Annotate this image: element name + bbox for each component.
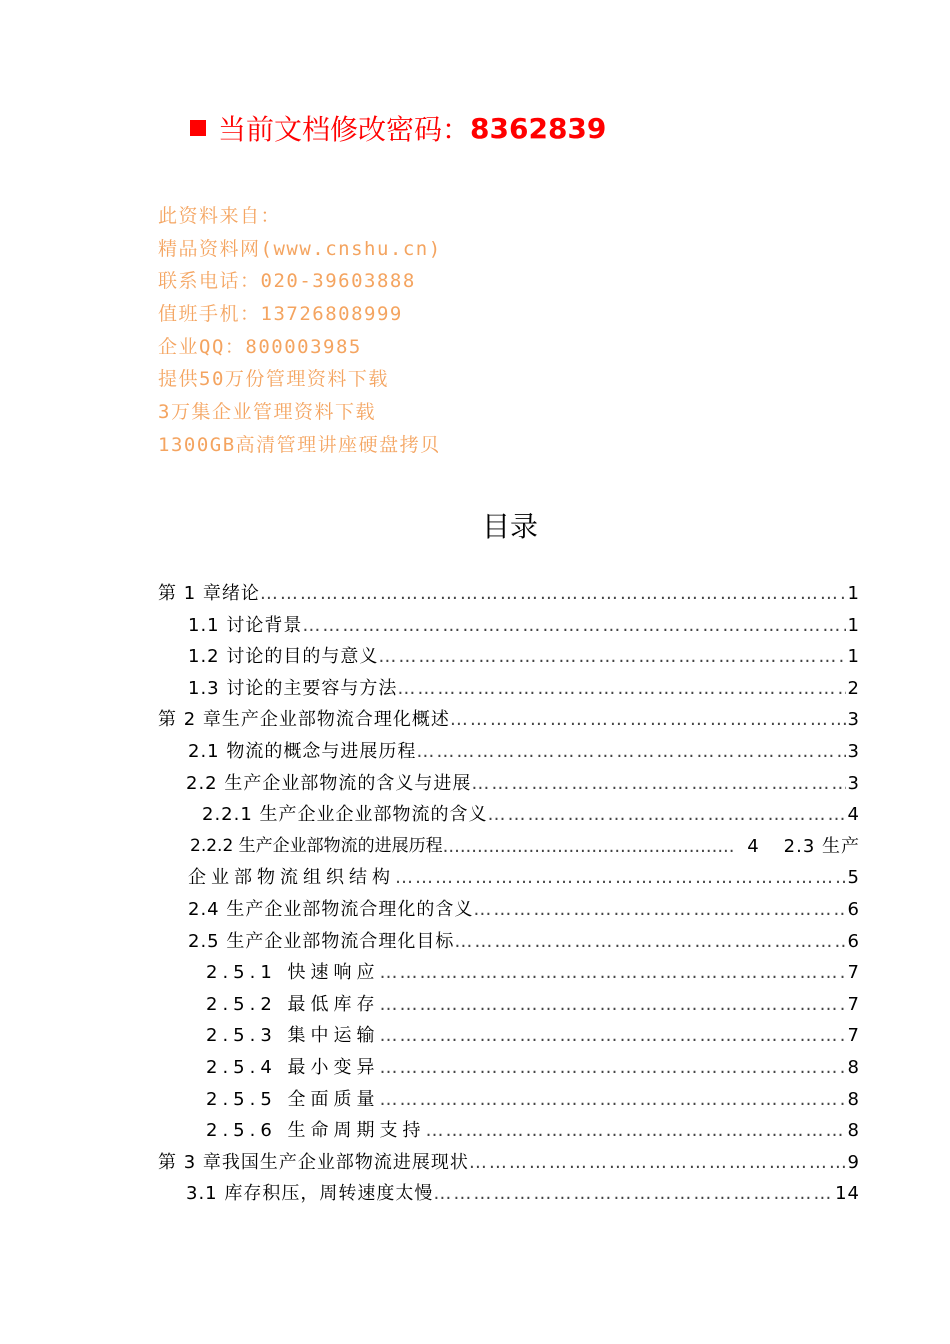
toc-page: 3 bbox=[847, 709, 860, 731]
toc-entry-text: 2.5.6 生命周期支持 bbox=[206, 1120, 426, 1142]
source-line: 联系电话：020-39603888 bbox=[158, 270, 416, 293]
square-bullet-icon bbox=[190, 120, 206, 136]
toc-entry-text-wrapped: 2.3 生产 bbox=[783, 835, 860, 857]
toc-entry bbox=[158, 989, 860, 1021]
toc-page: 8 bbox=[847, 1088, 860, 1110]
table-of-contents bbox=[158, 578, 860, 1210]
toc-page: 1 bbox=[847, 646, 860, 668]
toc-entry bbox=[158, 957, 860, 989]
toc-leader bbox=[380, 1084, 846, 1116]
toc-leader bbox=[471, 768, 845, 800]
source-line: 提供50万份管理资料下载 bbox=[158, 368, 389, 391]
toc-leader bbox=[397, 673, 845, 705]
source-line: 精品资料网(www.cnshu.cn) bbox=[158, 237, 442, 260]
toc-leader bbox=[260, 578, 846, 610]
toc-entry bbox=[158, 1178, 860, 1210]
toc-entry-text: 2.5.1 快速响应 bbox=[206, 962, 380, 984]
toc-leader bbox=[469, 1147, 846, 1179]
toc-entry bbox=[158, 578, 860, 610]
toc-entry-text: 企业部物流组织结构 bbox=[188, 867, 395, 889]
source-info bbox=[158, 200, 442, 462]
toc-page: 3 bbox=[847, 740, 860, 762]
toc-leader bbox=[380, 957, 846, 989]
toc-entry-text: 2.5.3 集中运输 bbox=[206, 1025, 380, 1047]
toc-leader bbox=[473, 894, 845, 926]
toc-entry-text: 2.2.2 生产企业部物流的进展历程 bbox=[190, 835, 443, 856]
toc-leader bbox=[488, 799, 846, 831]
source-line: 3万集企业管理资料下载 bbox=[158, 401, 376, 424]
toc-leader bbox=[378, 641, 845, 673]
toc-leader bbox=[443, 831, 734, 863]
toc-entry-text: 1.3 讨论的主要容与方法 bbox=[188, 677, 398, 699]
toc-entry bbox=[158, 862, 860, 894]
toc-leader bbox=[380, 989, 846, 1021]
toc-leader bbox=[395, 862, 846, 894]
toc-entry bbox=[158, 1020, 860, 1052]
toc-entry-text: 1.1 讨论背景 bbox=[188, 614, 303, 636]
toc-entry bbox=[158, 926, 860, 958]
toc-page: 9 bbox=[847, 1151, 860, 1173]
toc-page: 4 bbox=[847, 804, 860, 826]
toc-entry-text: 2.5.4 最小变异 bbox=[206, 1056, 380, 1078]
toc-page: 7 bbox=[847, 1025, 860, 1047]
toc-page: 3 bbox=[847, 772, 860, 794]
toc-entry bbox=[158, 894, 860, 926]
source-line: 此资料来自： bbox=[158, 205, 282, 227]
toc-page: 6 bbox=[847, 930, 860, 952]
toc-entry bbox=[158, 1052, 860, 1084]
source-line: 1300GB高清管理讲座硬盘拷贝 bbox=[158, 433, 441, 456]
toc-page: 1 bbox=[847, 614, 860, 636]
toc-entry-text: 2.5 生产企业部物流合理化目标 bbox=[188, 930, 455, 952]
toc-leader bbox=[380, 1020, 846, 1052]
toc-leader bbox=[380, 1052, 846, 1084]
toc-entry-text: 第 1 章绪论 bbox=[158, 583, 260, 604]
toc-entry-text: 第 2 章生产企业部物流合理化概述 bbox=[158, 709, 450, 731]
source-line: 值班手机：13726808999 bbox=[158, 303, 403, 326]
toc-leader bbox=[433, 1178, 833, 1210]
toc-entry bbox=[158, 1115, 860, 1147]
toc-entry bbox=[158, 704, 860, 736]
toc-page: 4 bbox=[747, 835, 760, 857]
toc-entry bbox=[158, 641, 860, 673]
toc-page: 1 bbox=[847, 583, 860, 604]
toc-leader bbox=[450, 704, 846, 736]
toc-entry bbox=[158, 1147, 860, 1179]
toc-entry-text: 2.2.1 生产企业企业部物流的含义 bbox=[202, 804, 488, 826]
toc-entry-text: 2.1 物流的概念与进展历程 bbox=[188, 740, 417, 762]
toc-entry bbox=[158, 831, 860, 863]
toc-leader bbox=[416, 736, 845, 768]
password-notice bbox=[190, 108, 606, 148]
toc-entry-text: 1.2 讨论的目的与意义 bbox=[188, 646, 379, 668]
toc-page: 14 bbox=[835, 1183, 860, 1205]
toc-entry-text: 第 3 章我国生产企业部物流进展现状 bbox=[158, 1151, 469, 1173]
toc-entry bbox=[158, 610, 860, 642]
toc-entry bbox=[158, 1084, 860, 1116]
toc-page: 7 bbox=[847, 962, 860, 984]
toc-page: 6 bbox=[847, 898, 860, 920]
password-label: 当前文档修改密码： bbox=[218, 113, 471, 146]
toc-leader bbox=[454, 926, 845, 958]
toc-entry-text: 2.5.2 最低库存 bbox=[206, 993, 380, 1015]
toc-entry bbox=[158, 736, 860, 768]
toc-page: 5 bbox=[847, 867, 860, 889]
toc-entry bbox=[158, 768, 860, 800]
toc-entry-text: 2.5.5 全面质量 bbox=[206, 1088, 380, 1110]
toc-leader bbox=[426, 1115, 846, 1147]
toc-page: 7 bbox=[847, 993, 860, 1015]
toc-page: 8 bbox=[847, 1056, 860, 1078]
toc-entry-text: 3.1 库存积压，周转速度太慢 bbox=[186, 1183, 434, 1205]
toc-leader bbox=[302, 610, 845, 642]
password-code: 8362839 bbox=[470, 111, 607, 145]
source-line: 企业QQ：800003985 bbox=[158, 335, 362, 358]
toc-page: 8 bbox=[847, 1120, 860, 1142]
toc-entry bbox=[158, 673, 860, 705]
toc-title: 目录 bbox=[481, 510, 538, 543]
toc-entry-text: 2.4 生产企业部物流合理化的含义 bbox=[188, 898, 474, 920]
toc-entry-text: 2.2 生产企业部物流的含义与进展 bbox=[186, 772, 472, 794]
toc-page: 2 bbox=[847, 677, 860, 699]
toc-entry bbox=[158, 799, 860, 831]
